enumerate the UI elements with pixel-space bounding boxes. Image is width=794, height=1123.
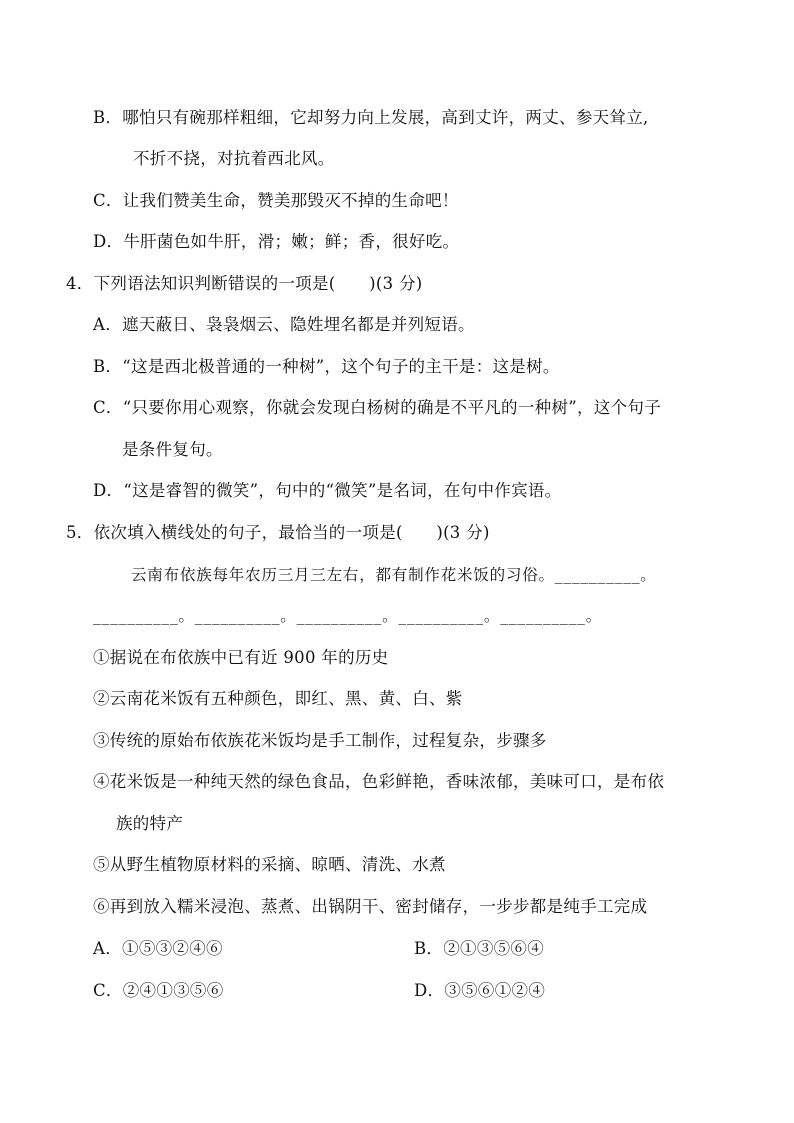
- q5-stem: 5．依次填入横线处的句子，最恰当的一项是( )(3 分): [66, 523, 490, 542]
- q5-sentence-6: ⑥再到放入糯米浸泡、蒸煮、出锅阴干、密封储存，一步步都是纯手工完成: [93, 897, 648, 916]
- q5-sentence-4-line1: ④花米饭是一种纯天然的绿色食品，色彩鲜艳，香味浓郁，美味可口，是布依: [93, 772, 665, 791]
- q3-option-c: C．让我们赞美生命，赞美那毁灭不掉的生命吧！: [93, 191, 459, 210]
- q4-option-c-line1: C．“只要你用心观察，你就会发现白杨树的确是不平凡的一种树”，这个句子: [93, 398, 661, 417]
- q3-option-b-line1: B．哪怕只有碗那样粗细，它却努力向上发展，高到丈许，两丈、参天耸立,: [93, 108, 649, 127]
- q5-sentence-3: ③传统的原始布依族花米饭均是手工制作，过程复杂，步骤多: [93, 731, 547, 750]
- q5-sentence-4-line2: 族的特产: [116, 814, 184, 833]
- q5-choice-d: D．③⑤⑥①②④: [414, 981, 546, 1000]
- q5-sentence-5: ⑤从野生植物原材料的采摘、晾晒、清洗、水煮: [93, 855, 446, 874]
- q5-choice-a: A．①⑤③②④⑥: [93, 939, 223, 958]
- q3-option-d: D．牛肝菌色如牛肝，滑；嫩；鲜；香，很好吃。: [93, 232, 460, 251]
- q4-option-b: B．“这是西北极普通的一种树”，这个句子的主干是：这是树。: [93, 357, 560, 376]
- q4-option-a: A．遮天蔽日、袅袅烟云、隐姓埋名都是并列短语。: [93, 315, 475, 334]
- q5-choice-b: B．②①③⑤⑥④: [414, 939, 545, 958]
- q5-sentence-2: ②云南花米饭有五种颜色，即红、黑、黄、白、紫: [93, 689, 463, 708]
- q5-choice-c: C．②④①③⑤⑥: [93, 981, 224, 1000]
- q5-passage-line1: 云南布依族每年农历三月三左右，都有制作花米饭的习俗。__________。: [131, 566, 657, 584]
- q4-stem: 4．下列语法知识判断错误的一项是( )(3 分): [66, 274, 423, 293]
- q3-option-b-line2: 不折不挠，对抗着西北风。: [133, 149, 335, 168]
- q5-sentence-1: ①据说在布依族中已有近 900 年的历史: [93, 648, 389, 667]
- q4-option-d: D．“这是睿智的微笑”，句中的“微笑”是名词，在句中作宾语。: [93, 481, 562, 500]
- q4-option-c-line2: 是条件复句。: [122, 440, 223, 459]
- q5-passage-line2: __________。__________。__________。__________。__________。: [93, 607, 602, 625]
